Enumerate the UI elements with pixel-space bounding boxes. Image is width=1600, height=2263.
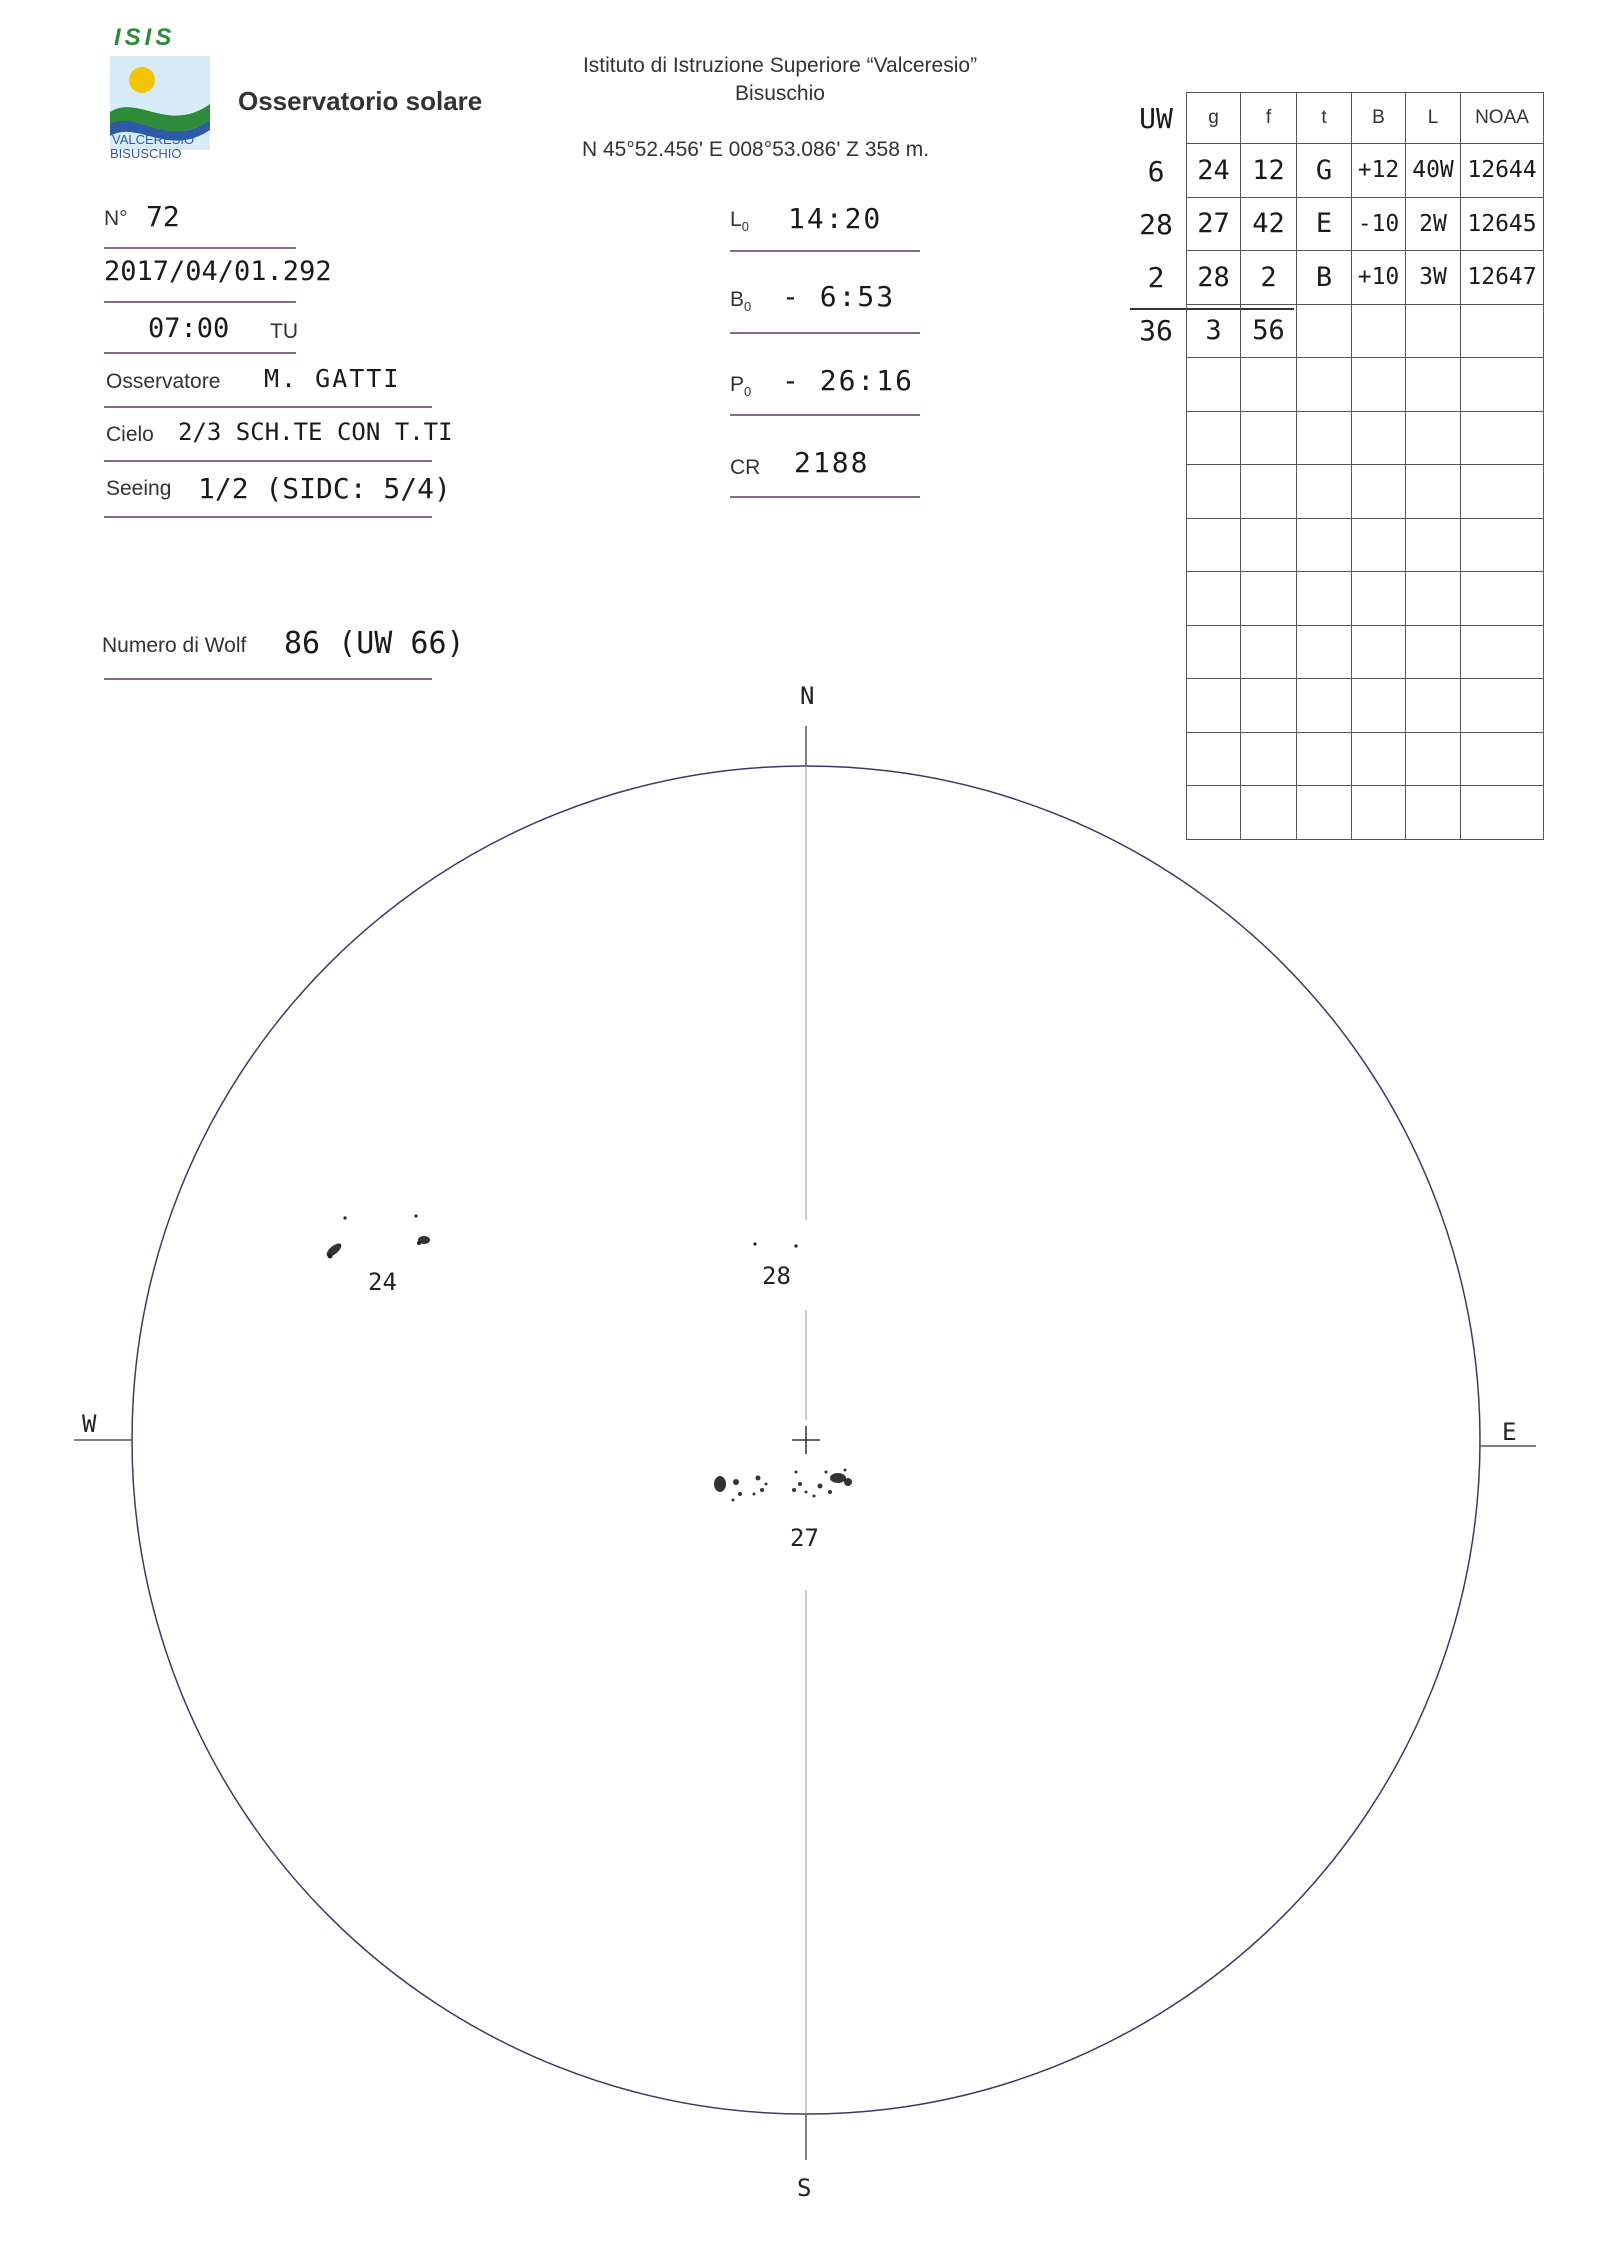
- cell-t: B: [1297, 251, 1352, 305]
- group-label-28: 28: [762, 1262, 791, 1290]
- south-label: S: [797, 2174, 812, 2202]
- cell-l: 2W: [1406, 197, 1461, 251]
- seeing-label: Seeing: [106, 477, 172, 500]
- logo-text: ISIS: [114, 24, 176, 51]
- institute-name: Istituto di Istruzione Superiore “Valceresio”: [582, 54, 978, 77]
- cell-noaa: 12647: [1461, 251, 1544, 305]
- logo-sub1: VALCERESIO: [112, 132, 195, 147]
- observer-value: M. GATTI: [264, 364, 401, 393]
- time-unit: TU: [270, 320, 298, 343]
- cell-f: 2: [1241, 251, 1297, 305]
- group-label-24: 24: [368, 1268, 397, 1296]
- observatory-coordinates: N 45°52.456' E 008°53.086' Z 358 m.: [582, 138, 930, 161]
- number-label: N°: [104, 207, 128, 230]
- header-t: t: [1297, 93, 1352, 144]
- header-l: L: [1406, 93, 1461, 144]
- cell-l: 3W: [1406, 251, 1461, 305]
- date-value: 2017/04/01.292: [104, 256, 332, 287]
- header-noaa: NOAA: [1461, 93, 1544, 144]
- uw-value: 2: [1147, 261, 1165, 294]
- seeing-value: 1/2 (SIDC: 5/4): [198, 472, 451, 505]
- observer-label: Osservatore: [106, 370, 221, 393]
- cell-t: G: [1297, 144, 1352, 198]
- cell-b: +12: [1352, 144, 1406, 198]
- observatory-title: Osservatorio solare: [238, 86, 483, 116]
- header-g: g: [1187, 93, 1241, 144]
- east-label: E: [1502, 1418, 1517, 1446]
- institute-town: Bisuschio: [735, 82, 825, 105]
- cell-f: 42: [1241, 197, 1297, 251]
- uw-total: 36: [1139, 314, 1173, 347]
- sunspot-group-28: [753, 1242, 797, 1247]
- logo-sub2: BISUSCHIO: [110, 146, 182, 161]
- sunspot-group-24: [325, 1214, 430, 1258]
- cell-g: 24: [1187, 144, 1241, 198]
- uw-value: 6: [1147, 155, 1165, 188]
- b0-value: - 6:53: [782, 280, 896, 313]
- cell-b: -10: [1352, 197, 1406, 251]
- total-f: 56: [1241, 304, 1297, 358]
- cell-g: 27: [1187, 197, 1241, 251]
- number-value: 72: [146, 200, 180, 233]
- cell-g: 28: [1187, 251, 1241, 305]
- cell-l: 40W: [1406, 144, 1461, 198]
- l0-value: 14:20: [788, 202, 883, 235]
- west-label: W: [82, 1410, 97, 1438]
- cell-f: 12: [1241, 144, 1297, 198]
- sky-label: Cielo: [106, 423, 154, 446]
- group-label-27: 27: [790, 1524, 819, 1552]
- cell-b: +10: [1352, 251, 1406, 305]
- uw-header: UW: [1139, 102, 1173, 135]
- wolf-value: 86 (UW 66): [284, 626, 465, 661]
- uw-value: 28: [1139, 208, 1173, 241]
- cell-noaa: 12644: [1461, 144, 1544, 198]
- north-label: N: [800, 682, 815, 710]
- cell-noaa: 12645: [1461, 197, 1544, 251]
- header-b: B: [1352, 93, 1406, 144]
- p0-label: $P_0$: [730, 373, 752, 400]
- header-f: f: [1241, 93, 1297, 144]
- time-value: 07:00: [148, 313, 230, 344]
- sky-value: 2/3 SCH.TE CON T.TI: [178, 418, 453, 446]
- cell-t: E: [1297, 197, 1352, 251]
- wolf-label: Numero di Wolf: [102, 634, 247, 657]
- total-g: 3: [1187, 304, 1241, 358]
- b0-label: $B_0$: [730, 288, 752, 315]
- cr-value: 2188: [794, 446, 870, 479]
- l0-label: $L_0$: [730, 208, 749, 235]
- sunspot-group-27: [714, 1469, 852, 1502]
- p0-value: - 26:16: [782, 364, 915, 397]
- cr-label: CR: [730, 456, 761, 479]
